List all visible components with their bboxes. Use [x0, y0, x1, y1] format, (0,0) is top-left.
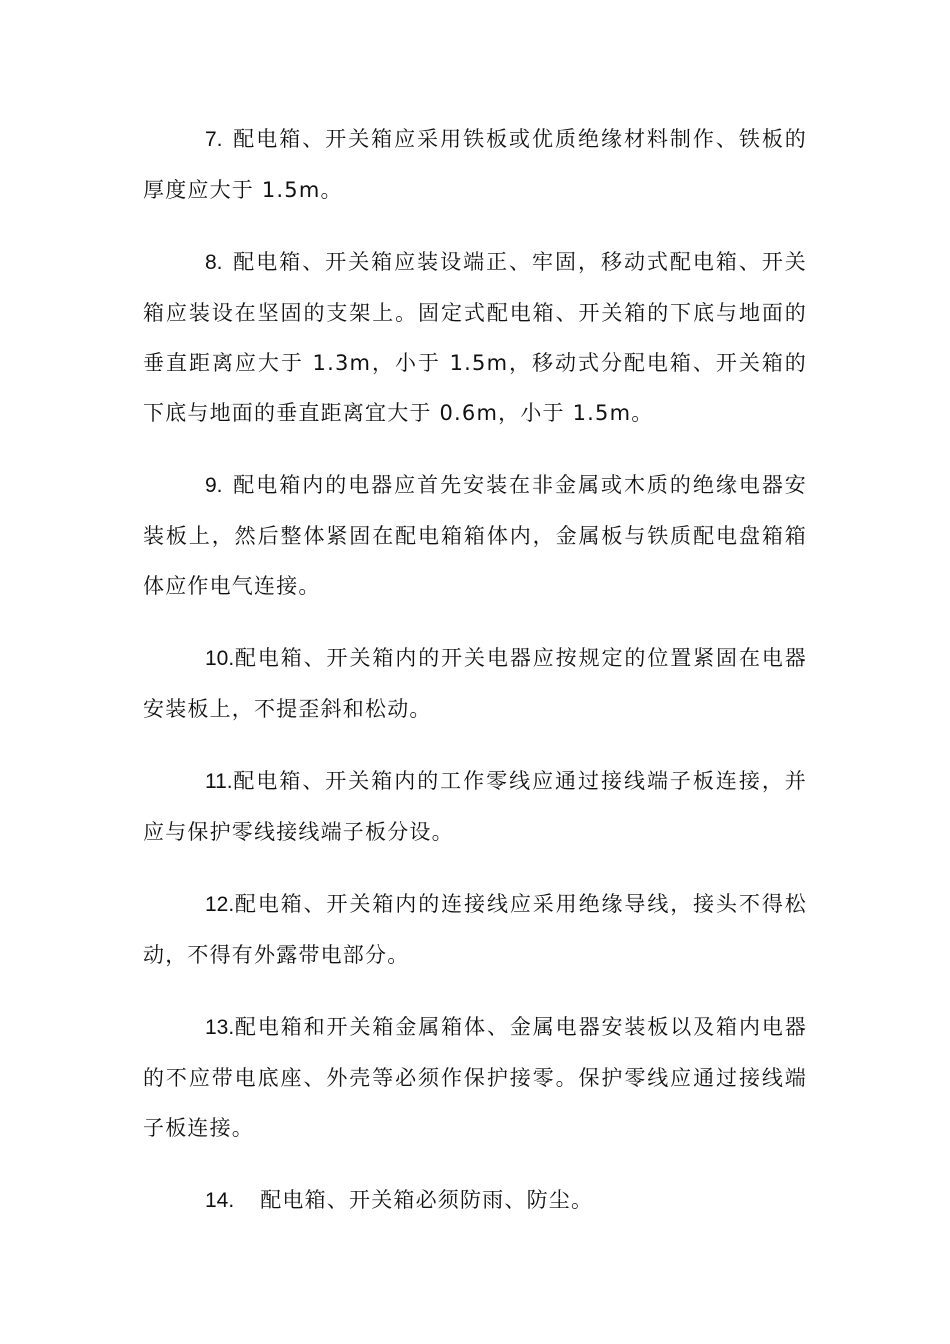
item-number: 7.: [205, 128, 223, 151]
item-number: 11.: [205, 770, 233, 793]
document-body: [143, 114, 807, 1248]
item-text: 配电箱内的电器应首先安装在非金属或木质的绝缘电器安装板上，然后整体紧固在配电箱箱体内，金属板与铁质配电盘箱箱体应作电气连接。: [143, 473, 807, 598]
list-item: [143, 114, 807, 215]
item-text: 配电箱、开关箱应采用铁板或优质绝缘材料制作、铁板的厚度应大于 1.5m。: [143, 127, 807, 202]
list-item: [143, 633, 807, 734]
item-text: 配电箱、开关箱内的开关电器应按规定的位置紧固在电器安装板上，不提歪斜和松动。: [143, 646, 807, 721]
item-number: 13.: [205, 1016, 235, 1039]
item-text: 配电箱、开关箱必须防雨、防尘。: [260, 1188, 594, 1212]
list-item: [143, 1175, 807, 1226]
item-text: 配电箱、开关箱内的工作零线应通过接线端子板连接，并应与保护零线接线端子板分设。: [143, 769, 807, 844]
list-item: [143, 237, 807, 438]
list-item: [143, 460, 807, 611]
item-number: 14.: [205, 1189, 235, 1212]
list-item: [143, 1002, 807, 1153]
item-number: 9.: [205, 474, 223, 497]
item-text: 配电箱、开关箱应装设端正、牢固，移动式配电箱、开关箱应装设在坚固的支架上。固定式配电箱、开关箱的下底与地面的垂直距离应大于 1.3m，小于 1.5m，移动式分配电箱、开关箱的下底与地面的垂直距离宜大于 0.6m，小于 1.5m。: [143, 250, 807, 425]
item-text: 配电箱、开关箱内的连接线应采用绝缘导线，接头不得松动，不得有外露带电部分。: [143, 892, 807, 967]
item-number: 8.: [205, 251, 223, 274]
item-text: 配电箱和开关箱金属箱体、金属电器安装板以及箱内电器的不应带电底座、外壳等必须作保护接零。保护零线应通过接线端子板连接。: [143, 1015, 807, 1140]
list-item: [143, 756, 807, 857]
item-number: 10.: [205, 647, 235, 670]
item-number: 12.: [205, 893, 235, 916]
list-item: [143, 879, 807, 980]
